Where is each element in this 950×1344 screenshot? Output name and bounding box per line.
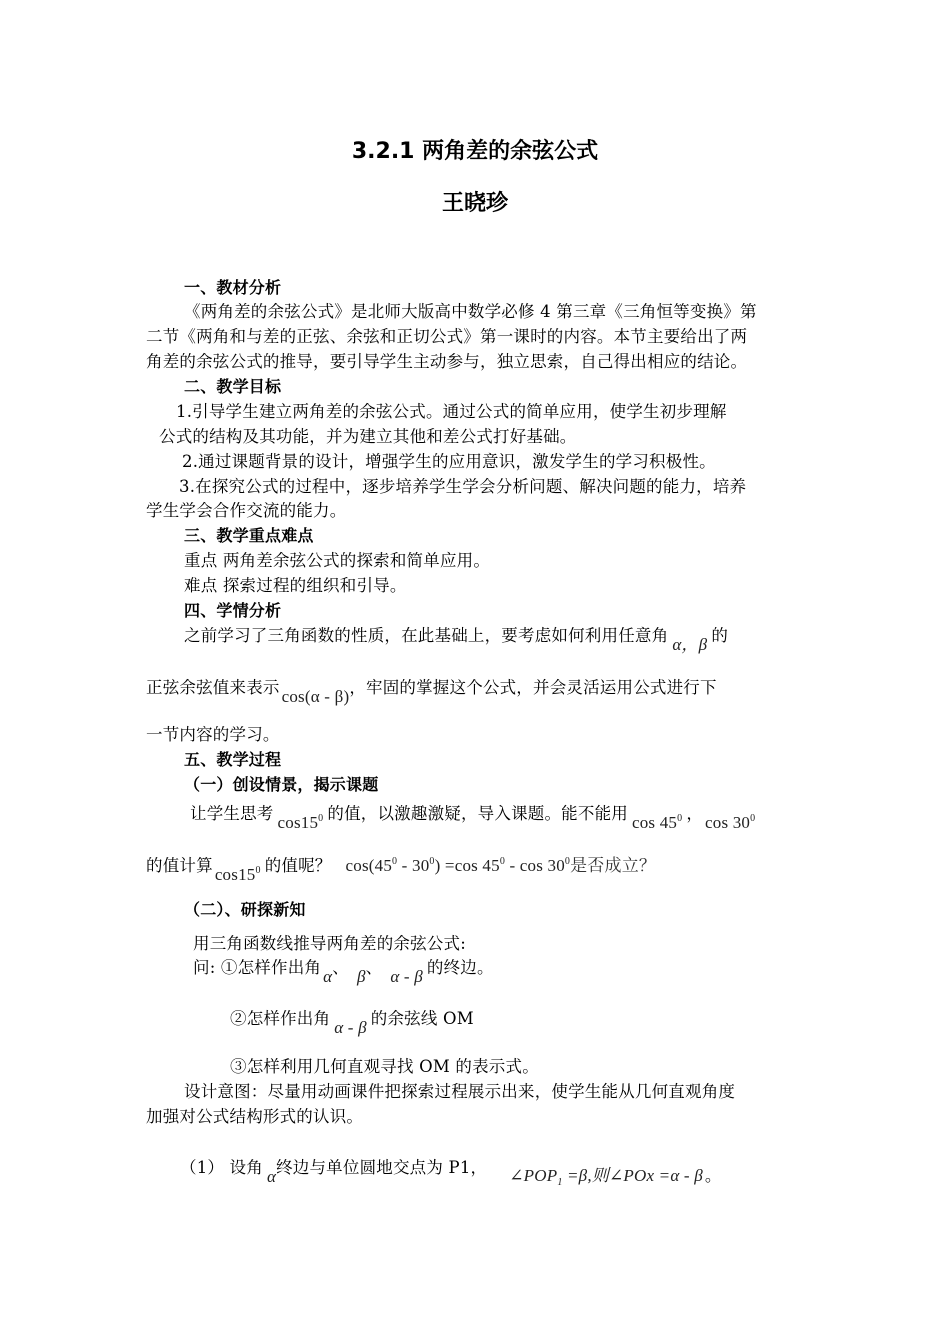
section-heading-5: 五、教学过程 bbox=[184, 750, 282, 769]
text-run: 正弦余弦值来表示 bbox=[146, 678, 280, 697]
paragraph-line: 二节《两角和与差的正弦、余弦和正切公式》第一课时的内容。本节主要给出了两 bbox=[146, 327, 748, 346]
math-cos-alpha-minus-beta: cos(α - β) bbox=[281, 687, 350, 706]
text-run: 、 bbox=[332, 958, 349, 977]
math-alpha-minus-beta: α - β bbox=[334, 1018, 367, 1037]
question-line-2 bbox=[230, 1008, 474, 1037]
document-title: 3.2.1 两角差的余弦公式 bbox=[351, 139, 599, 164]
text-run: ②怎样作出角 bbox=[230, 1009, 331, 1028]
text-run: 终边与单位圆地交点为 P1， bbox=[276, 1158, 488, 1177]
section-heading-2: 二、教学目标 bbox=[184, 377, 282, 396]
math-angle-relation: $\angle POP_1 =\beta$,则∠POx =α - β bbox=[509, 1166, 703, 1188]
text-run: （1） 设角 bbox=[180, 1158, 263, 1177]
paragraph-line: 3.在探究公式的过程中，逐步培养学生学会分析问题、解决问题的能力，培养 bbox=[179, 477, 747, 496]
paragraph-line: 重点 两角差余弦公式的探索和简单应用。 bbox=[184, 551, 491, 570]
step-line-1 bbox=[180, 1157, 722, 1186]
paragraph-line: 学生学会合作交流的能力。 bbox=[146, 501, 347, 520]
paragraph-line: 设计意图：尽量用动画课件把探索过程展示出来，使学生能从几何直观角度 bbox=[184, 1082, 736, 1101]
math-alpha: α bbox=[323, 967, 333, 986]
text-run: 让学生思考 bbox=[190, 804, 274, 823]
question-line-1 bbox=[193, 957, 494, 986]
math-cos45: $\cos 45^0$ bbox=[631, 813, 683, 832]
math-cos30: $\cos 30^0$ bbox=[705, 813, 756, 832]
subsection-heading-1: （一）创设情景，揭示课题 bbox=[184, 775, 379, 794]
document-author: 王晓珍 bbox=[441, 191, 508, 216]
subsection-heading-2: （二）、研探新知 bbox=[184, 900, 306, 919]
text-run: 的终边。 bbox=[426, 958, 494, 977]
math-alpha: α bbox=[266, 1167, 277, 1186]
paragraph-line: 公式的结构及其功能，并为建立其他和差公式打好基础。 bbox=[159, 427, 577, 446]
math-equation: $\cos(45^0 - 30^0) =\cos$ $45^0$ - $\cos 30^0$是否成立？ bbox=[345, 856, 657, 875]
text-run: 的值呢？ bbox=[264, 856, 332, 875]
question-line-3: ③怎样利用几何直观寻找 OM 的表示式。 bbox=[230, 1057, 539, 1076]
math-alpha-beta: α，β bbox=[672, 635, 708, 654]
section-heading-4: 四、学情分析 bbox=[184, 601, 282, 620]
text-run: 、 bbox=[365, 958, 383, 977]
math-cos15: $\cos 15^0$ bbox=[214, 865, 261, 884]
paragraph-line bbox=[190, 799, 756, 832]
paragraph-line: 2.通过课题背景的设计，增强学生的应用意识，激发学生的学习积极性。 bbox=[182, 452, 716, 471]
section-heading-1: 一、教材分析 bbox=[184, 278, 282, 297]
text-run: 之前学习了三角函数的性质，在此基础上，要考虑如何利用任意角 bbox=[184, 626, 669, 645]
text-run: 的值计算 bbox=[146, 856, 213, 875]
paragraph-line bbox=[146, 677, 717, 706]
math-alpha-minus-beta: α - β bbox=[390, 967, 423, 986]
paragraph-line bbox=[146, 851, 657, 884]
text-run: ， bbox=[686, 804, 704, 823]
text-run: 问: ①怎样作出角 bbox=[193, 958, 322, 977]
section-heading-3: 三、教学重点难点 bbox=[184, 526, 314, 545]
paragraph-line: 一节内容的学习。 bbox=[146, 725, 280, 744]
text-run: 的 bbox=[711, 626, 729, 645]
paragraph-line: 《两角差的余弦公式》是北师大版高中数学必修 4 第三章《三角恒等变换》第 bbox=[184, 302, 757, 321]
math-cos15: $\cos 15^0$ bbox=[277, 813, 324, 832]
math-beta: β bbox=[356, 967, 366, 986]
text-run: 。 bbox=[704, 1166, 722, 1185]
paragraph-line: 用三角函数线推导两角差的余弦公式: bbox=[193, 934, 466, 953]
paragraph-line: 角差的余弦公式的推导，要引导学生主动参与，独立思索，自己得出相应的结论。 bbox=[146, 352, 748, 371]
text-run: 的余弦线 OM bbox=[370, 1009, 474, 1028]
paragraph-line bbox=[184, 625, 729, 654]
paragraph-line: 1.引导学生建立两角差的余弦公式。通过公式的简单应用，使学生初步理解 bbox=[176, 402, 727, 421]
text-run: ，牢固的掌握这个公式，并会灵活运用公式进行下 bbox=[349, 678, 717, 697]
paragraph-line: 加强对公式结构形式的认识。 bbox=[146, 1107, 364, 1126]
paragraph-line: 难点 探索过程的组织和引导。 bbox=[184, 576, 407, 595]
text-run: 的值，以激趣激疑，导入课题。能不能用 bbox=[327, 804, 628, 823]
